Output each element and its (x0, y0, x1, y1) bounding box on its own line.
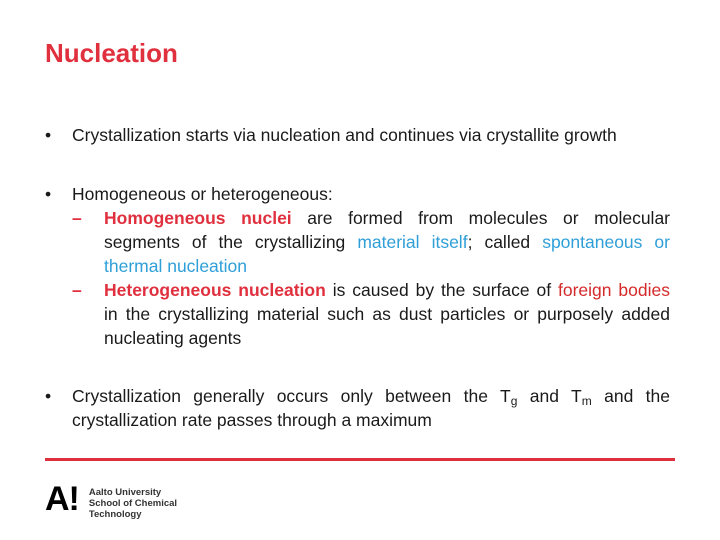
term-homogeneous-nuclei: Homogeneous nuclei (104, 208, 292, 228)
sub-bullet-heterogeneous (45, 278, 670, 350)
logo-line-school: School of Chemical (88, 498, 178, 509)
text: are formed from molecules or molecular segments of the crystallizing (104, 208, 671, 252)
text: Crystallization generally occurs only between the T (72, 386, 511, 406)
sub-bullet-homogeneous (45, 206, 670, 278)
subscript-g: g (510, 394, 518, 408)
text: ; called (467, 232, 543, 252)
highlight-foreign-bodies: foreign bodies (558, 280, 670, 300)
bullet-homogeneous-heterogeneous: • Homogeneous or heterogeneous: (45, 182, 670, 206)
dash-marker: – (72, 208, 82, 228)
term-heterogeneous-nucleation: Heterogeneous nucleation (104, 280, 326, 300)
highlight-material-itself: material itself (357, 232, 468, 252)
bullet-crystallization-start: • Crystallization starts via nucleation and continues via crystallite growth (45, 123, 670, 147)
slide-title: Nucleation (45, 38, 178, 68)
text: and the crystallization rate passes through a maximum (72, 386, 671, 430)
text: and T (517, 386, 582, 406)
logo-line-technology: Technology (88, 509, 142, 520)
highlight-spontaneous: spontaneous or thermal nucleation (104, 232, 670, 276)
logo-line-university: Aalto University (88, 487, 162, 498)
logo-mark: A! (45, 480, 79, 518)
aalto-logo (45, 480, 178, 520)
dash-marker: – (72, 280, 82, 300)
slide-content (45, 123, 670, 432)
logo-text (89, 487, 177, 520)
footer-divider (45, 458, 675, 461)
subscript-m: m (581, 394, 592, 408)
bullet-crystallization-range (45, 384, 670, 432)
text: in the crystallizing material such as dust particles or purposely added nucleating agents (104, 304, 670, 348)
text: is caused by the surface of (325, 280, 558, 300)
